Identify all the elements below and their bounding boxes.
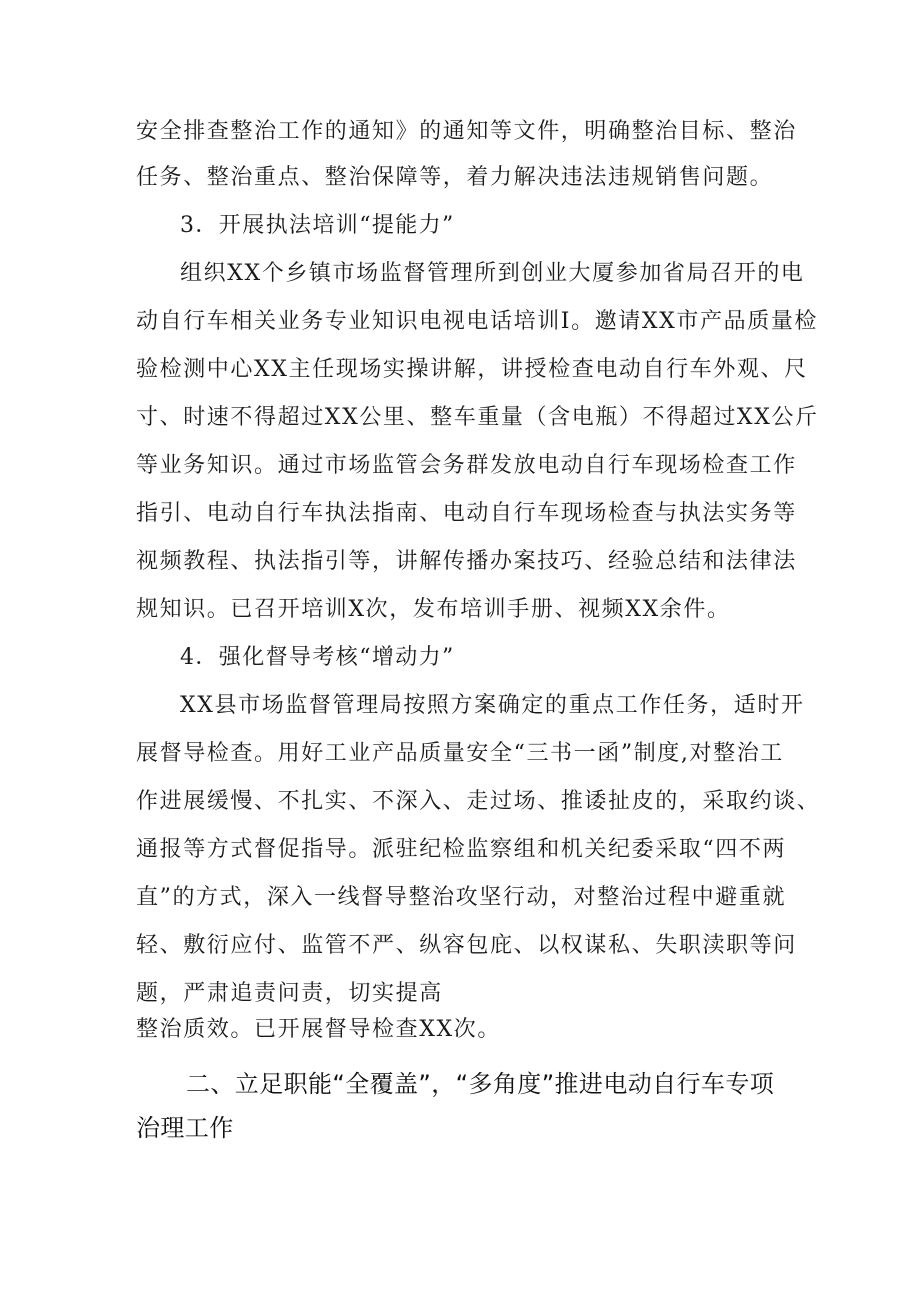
body-text-line: 展督导检查。用好工业产品质量安全“三书一函”制度,对整治工 xyxy=(136,741,784,766)
body-text-line: 寸、时速不得超过XX公里、整车重量（含电瓶）不得超过XX公斤 xyxy=(136,405,819,430)
chapter-heading-continued: 治理工作 xyxy=(136,1114,234,1142)
section-heading-4: 4．强化督导考核“增动力” xyxy=(180,645,455,670)
body-text-line: 视频教程、执法指引等，讲解传播办案技巧、经验总结和法律法 xyxy=(136,549,797,574)
section-heading-3: 3．开展执法培训“提能力” xyxy=(180,213,455,238)
body-text-line: 作进展缓慢、不扎实、不深入、走过场、推诿扯皮的，采取约谈、 xyxy=(136,789,821,814)
body-text-line: 任务、整治重点、整治保障等，着力解决违法违规销售问题。 xyxy=(136,165,774,190)
body-text-line: 等业务知识。通过市场监管会务群发放电动自行车现场检查工作 xyxy=(136,453,797,478)
body-text-line: 直”的方式，深入一线督导整治攻坚行动，对整治过程中避重就 xyxy=(136,885,787,910)
body-text-line: 整治质效。已开展督导检查XX次。 xyxy=(136,1017,501,1042)
body-text-line: XX县市场监督管理局按照方案确定的重点工作任务，适时开 xyxy=(180,693,805,718)
body-text-line: 指引、电动自行车执法指南、电动自行车现场检查与执法实务等 xyxy=(136,501,797,526)
chapter-heading: 二、立足职能“全覆盖”，“多角度”推进电动自行车专项 xyxy=(186,1070,775,1098)
body-text-line: 通报等方式督促指导。派驻纪检监察组和机关纪委采取“四不两 xyxy=(136,837,787,862)
body-text-line: 组织XX个乡镇市场监督管理所到创业大厦参加省局召开的电 xyxy=(180,261,805,286)
body-text-line: 规知识。已召开培训X次，发布培训手册、视频XX余件。 xyxy=(136,597,731,622)
body-text-line: 题，严肃追责问责，切实提高 xyxy=(136,981,443,1006)
body-text-line: 验检测中心XX主任现场实操讲解，讲授检查电动自行车外观、尺 xyxy=(136,357,808,382)
body-text-line: 安全排查整治工作的通知》的通知等文件，明确整治目标、整治 xyxy=(136,119,797,144)
body-text-line: 轻、敷衍应付、监管不严、纵容包庇、以权谋私、失职渎职等问 xyxy=(136,933,797,958)
body-text-line: 动自行车相关业务专业知识电视电话培训I。邀请XX市产品质量检 xyxy=(136,309,819,334)
